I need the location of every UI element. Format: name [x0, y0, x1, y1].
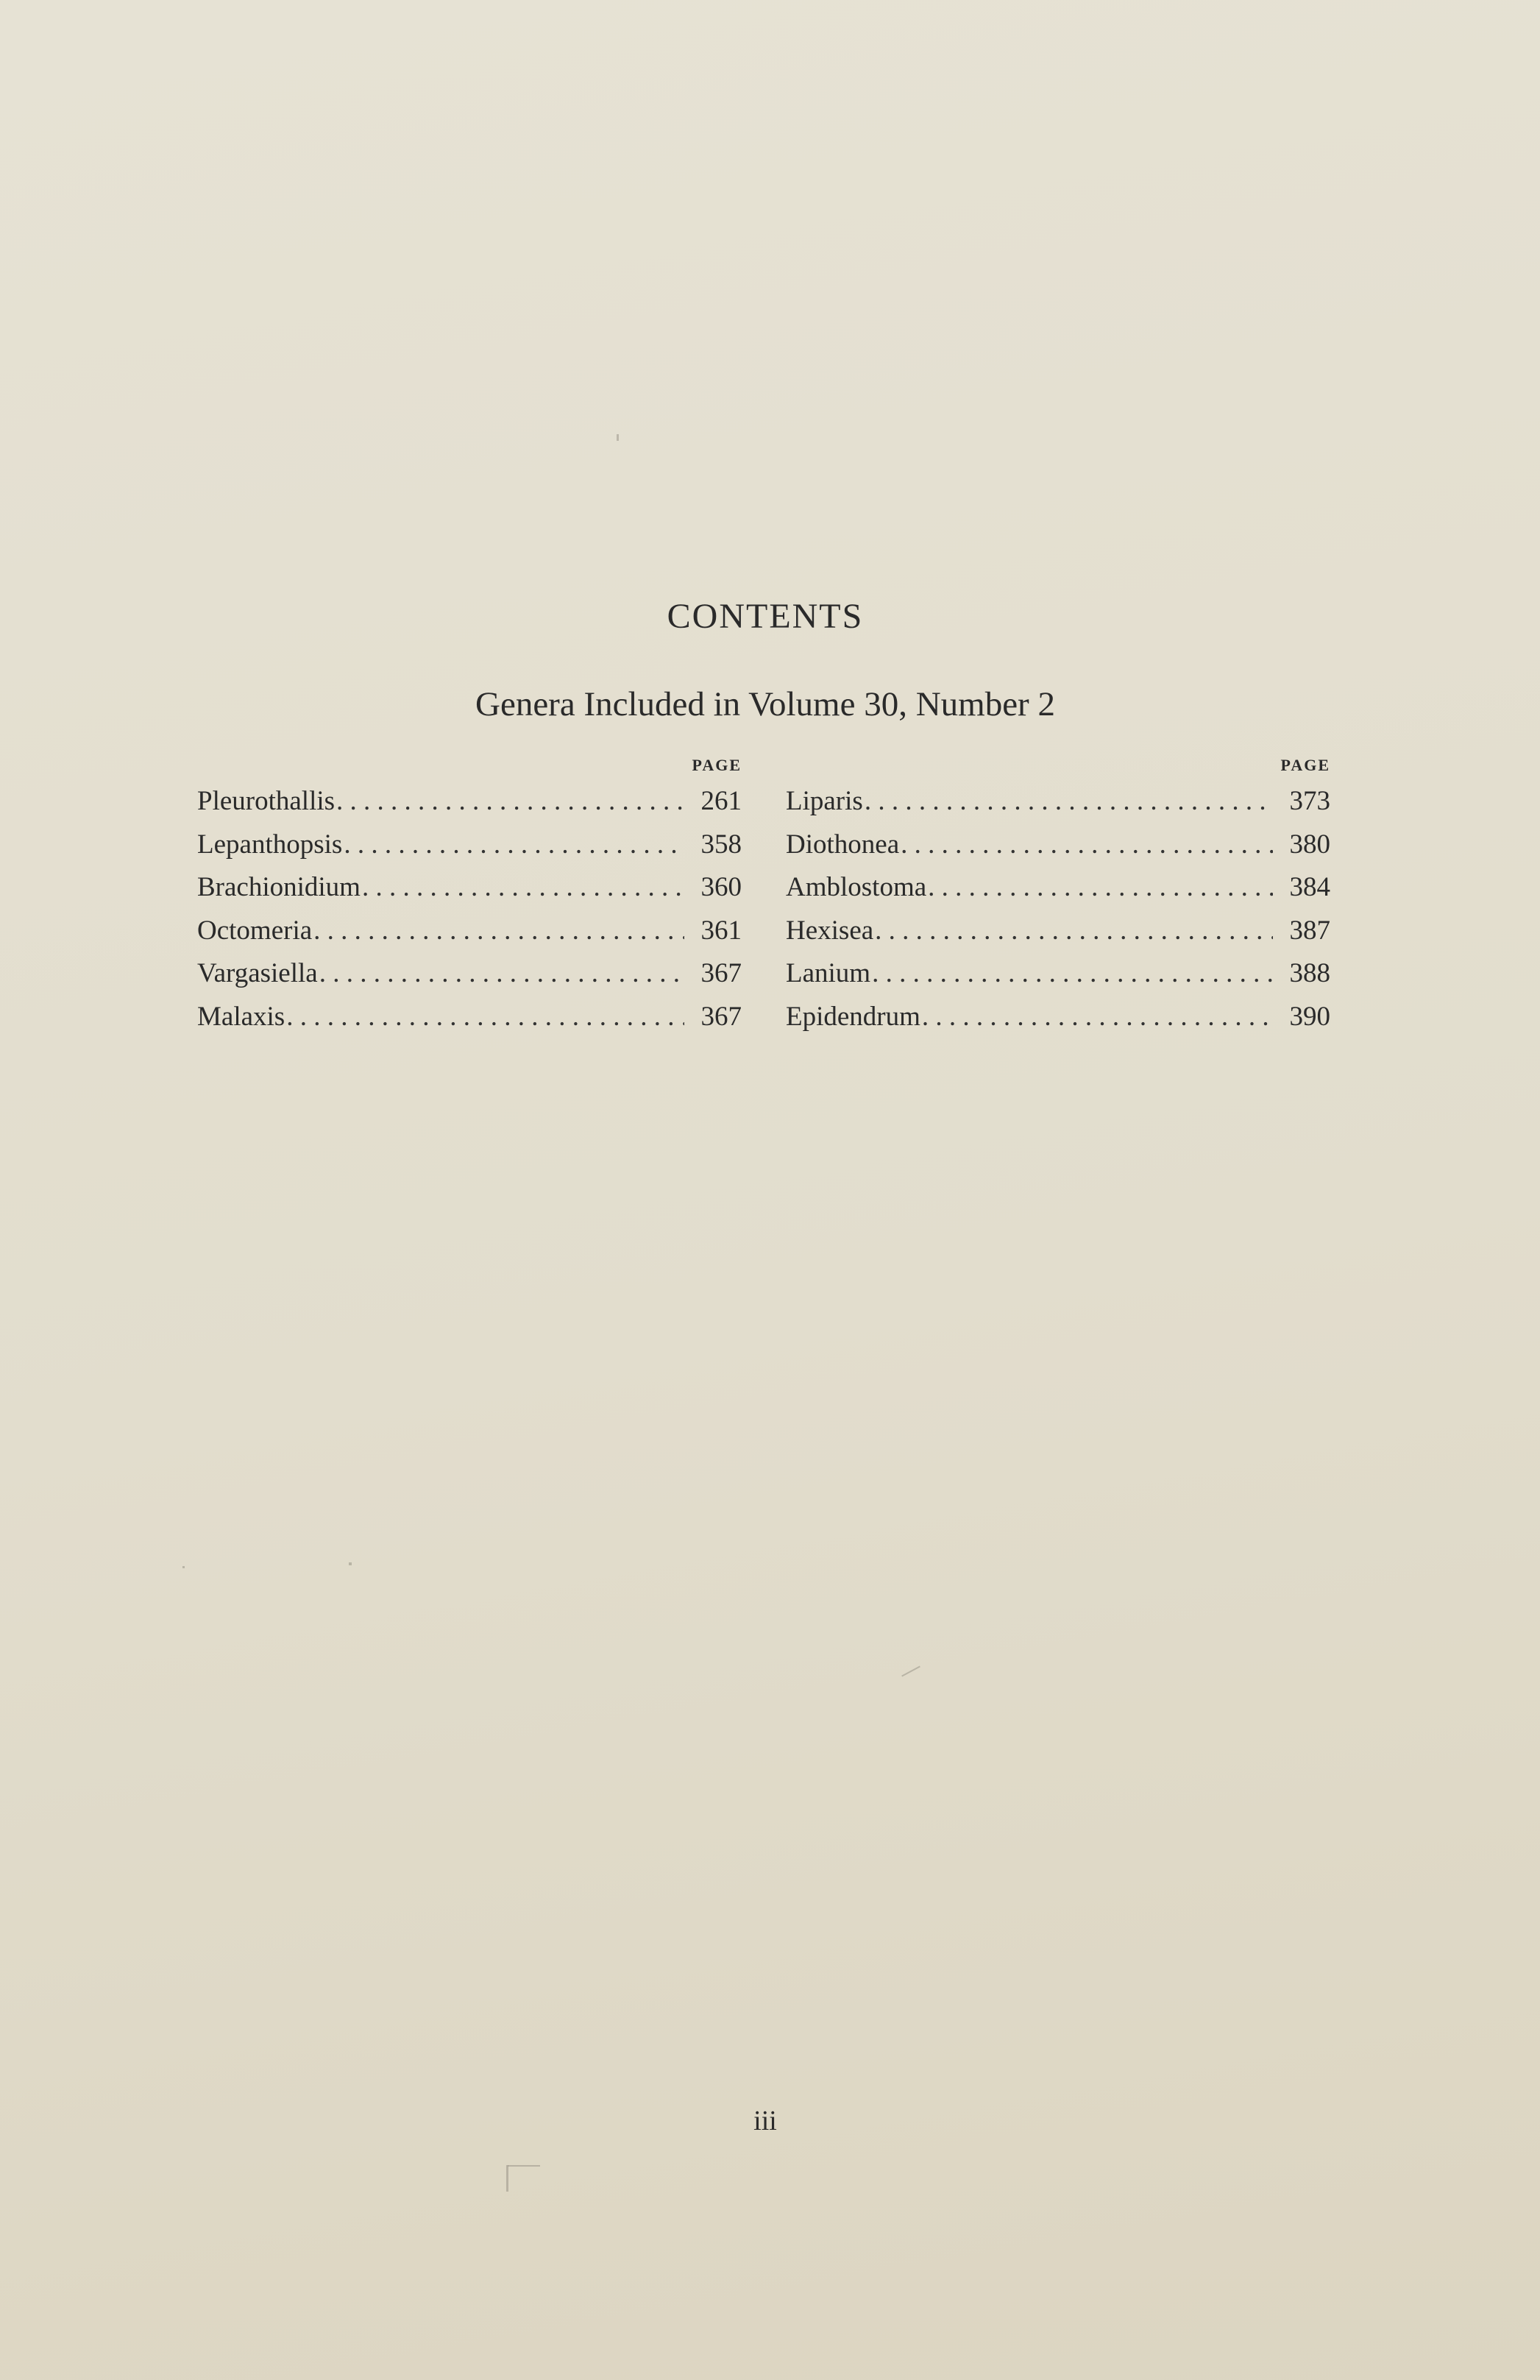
contents-column-left — [197, 751, 742, 1038]
entry-page: 373 — [1289, 786, 1330, 816]
contents-entry — [786, 952, 1330, 996]
paper-speck — [182, 1566, 185, 1568]
entry-name: Lepanthopsis — [197, 829, 343, 860]
leader-dots — [313, 910, 684, 953]
entry-page: 367 — [700, 958, 742, 988]
leader-dots — [875, 910, 1273, 953]
leader-dots — [362, 866, 684, 910]
leader-dots — [344, 824, 684, 867]
entry-name: Octomeria — [197, 915, 313, 946]
entry-name: Epidendrum — [786, 1001, 920, 1032]
contents-entry — [197, 780, 742, 824]
contents-entry — [197, 952, 742, 996]
contents-entry — [786, 866, 1330, 910]
entry-page: 388 — [1289, 958, 1330, 988]
leader-dots — [901, 824, 1273, 867]
page-number: iii — [753, 2105, 777, 2136]
entry-name: Hexisea — [786, 915, 874, 946]
contents-entry — [197, 910, 742, 953]
entry-name: Brachionidium — [197, 872, 361, 902]
paper-speck — [506, 2165, 508, 2192]
paper-speck — [901, 1666, 920, 1677]
entry-name: Liparis — [786, 786, 863, 816]
contents-entry — [786, 996, 1330, 1039]
entry-page: 261 — [700, 786, 742, 816]
entry-name: Malaxis — [197, 1001, 285, 1032]
page-subtitle: Genera Included in Volume 30, Number 2 — [475, 685, 1055, 723]
leader-dots — [872, 952, 1273, 996]
contents-entry — [197, 866, 742, 910]
leader-dots — [319, 952, 684, 996]
page-column-label: PAGE — [692, 756, 742, 774]
contents-entry — [786, 780, 1330, 824]
paper-speck — [508, 2165, 540, 2167]
entry-name: Vargasiella — [197, 958, 318, 988]
entry-name: Pleurothallis — [197, 786, 336, 816]
contents-column-right — [786, 751, 1330, 1038]
leader-dots — [286, 996, 684, 1039]
contents-entry — [786, 824, 1330, 867]
leader-dots — [865, 780, 1273, 824]
page-column-label: PAGE — [1280, 756, 1330, 774]
entry-page: 384 — [1289, 872, 1330, 902]
entry-page: 367 — [700, 1001, 742, 1032]
entry-page: 380 — [1289, 829, 1330, 860]
contents-entry — [197, 824, 742, 867]
entry-page: 360 — [700, 872, 742, 902]
entry-page: 358 — [700, 829, 742, 860]
entry-page: 361 — [700, 915, 742, 946]
leader-dots — [336, 780, 684, 824]
paper-speck — [617, 434, 619, 441]
entry-name: Lanium — [786, 958, 871, 988]
leader-dots — [928, 866, 1273, 910]
page-title: CONTENTS — [667, 597, 864, 636]
entry-page: 390 — [1289, 1001, 1330, 1032]
paper-speck — [349, 1562, 352, 1565]
leader-dots — [922, 996, 1273, 1039]
contents-entry — [197, 996, 742, 1039]
entry-name: Diothonea — [786, 829, 900, 860]
entry-page: 387 — [1289, 915, 1330, 946]
contents-entry — [786, 910, 1330, 953]
entry-name: Amblostoma — [786, 872, 927, 902]
